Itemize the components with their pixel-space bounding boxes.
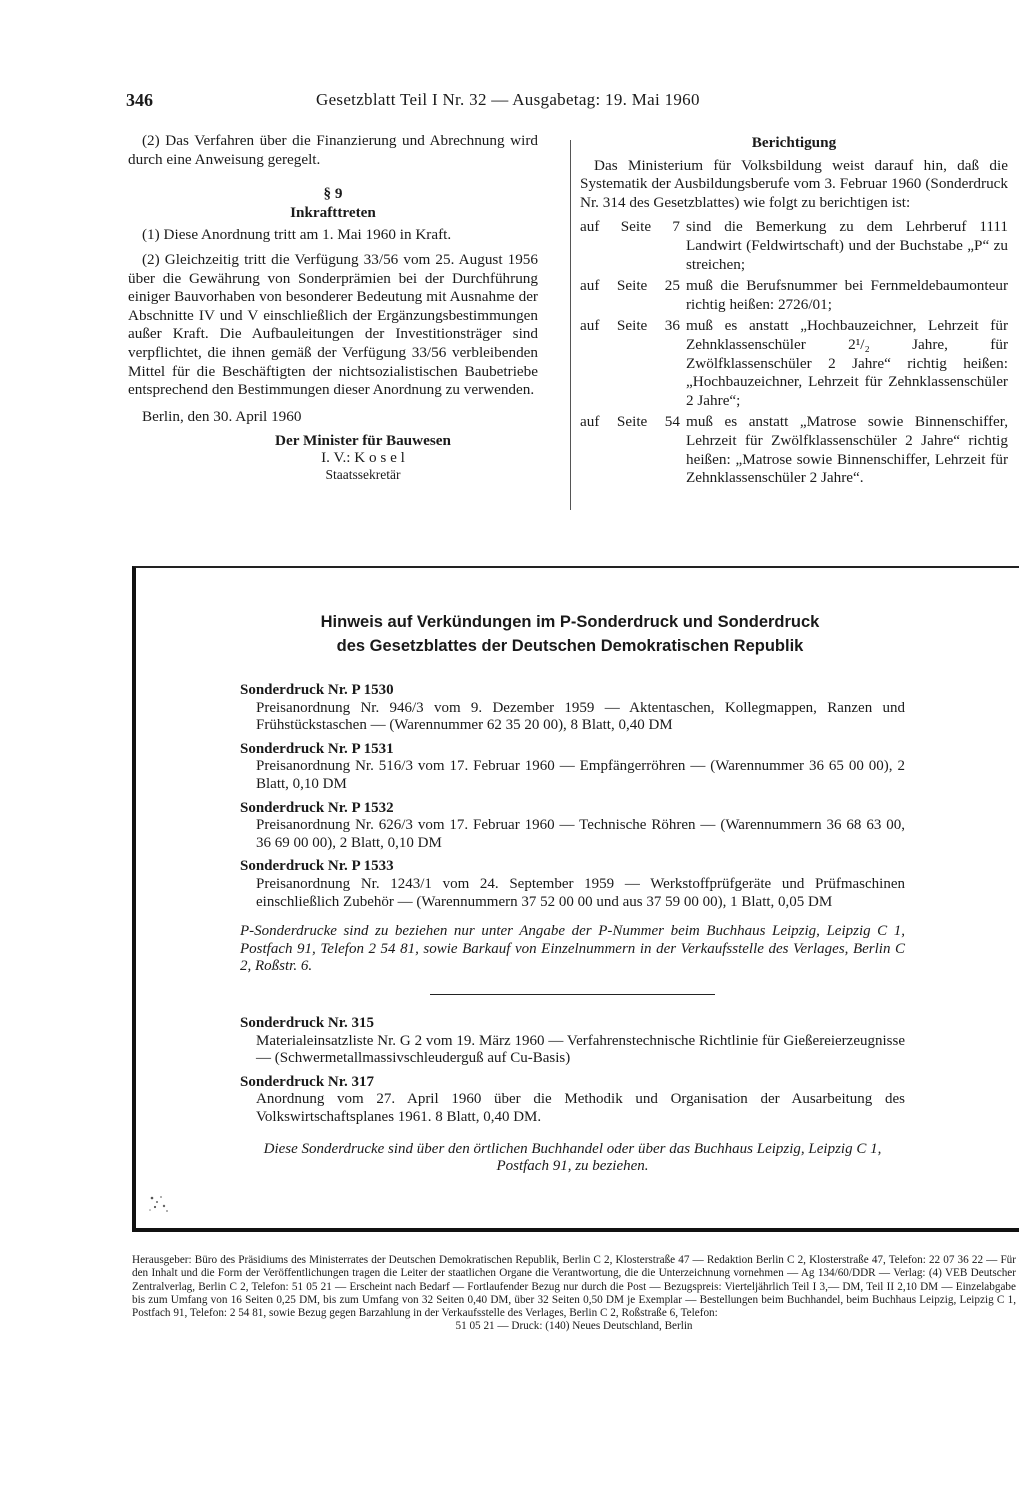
left-column	[128, 132, 538, 483]
signer-title: Der Minister für Bauwesen	[275, 432, 451, 450]
column-divider	[570, 140, 571, 510]
correction-item	[580, 218, 1008, 274]
signer-role: Staatssekretär	[325, 467, 401, 483]
notice-title-line: des Gesetzblattes der Deutschen Demokratischen Republik	[336, 637, 804, 655]
entry-heading: Sonderdruck Nr. P 1533	[240, 858, 394, 875]
list-item	[240, 682, 905, 735]
running-title: Gesetzblatt Teil I Nr. 32 — Ausgabetag: 19. Mai 1960	[316, 90, 700, 109]
entry-body: Preisanordnung Nr. 516/3 vom 17. Februar 1960 — Empfängerröhren — (Warennummer 36 65 00 00), 2 Blatt, 0,10 DM	[256, 758, 905, 792]
entry-heading: Sonderdruck Nr. P 1532	[240, 799, 394, 816]
list-item	[240, 1074, 905, 1127]
correction-text: sind die Bemerkung zu dem Lehrberuf 1111 Landwirt (Feldwirtschaft) und der Buchstabe „P“ zu streichen;	[686, 218, 1008, 273]
imprint-text: Herausgeber: Büro des Präsidiums des Ministerrates der Deutschen Demokratischen Republik, Berlin C 2, Klosterstraße 47 — Redaktion Berlin C 2, Klosterstraße 47, Telefon: 22 07 36 22 — Für den Inhalt und die Form der Veröffentlichungen tragen die Leiter der staatlichen Organe die Verantwortung, die die Unterzeichnung vornehmen — Ag 134/60/DDR — Verlag: (4) VEB Deutscher Zentralverlag, Berlin C 2, Telefon: 51 05 21 — Erscheint nach Bedarf — Fortlaufender Bezug nur durch die Post — Bezugspreis: Vierteljährlich Teil I 3,— DM, Teil II 2,10 DM — Einzelabgabe bis zum Umfang von 16 Seiten 0,25 DM, bis zum Umfang von 32 Seiten 0,40 DM, über 32 Seiten 0,50 DM je Exemplar — Bestellungen beim Buchhandel, beim Buchhaus Leipzig, Leipzig C 1, Postfach 91, Telefon: 2 54 81, sowie Bezug gegen Barzahlung in der Verkaufsstelle des Verlages, Berlin C 2, Roßstraße 6, Telefon:	[132, 1254, 1016, 1320]
entry-body: Materialeinsatzliste Nr. G 2 vom 19. März 1960 — Verfahrenstechnische Richtlinie für Gießereierzeugnisse — (Schwermetallmassivschleuderguß auf Cu-Basis)	[256, 1032, 905, 1067]
correction-title: Berichtigung	[751, 134, 837, 151]
entry-heading: Sonderdruck Nr. P 1530	[240, 682, 394, 698]
list-item	[240, 800, 905, 853]
separator-rule	[430, 994, 715, 995]
page-number: 346	[126, 90, 153, 110]
entry-heading: Sonderdruck Nr. P 1531	[240, 740, 394, 757]
correction-text: muß die Berufsnummer bei Fernmeldebaumonteur richtig heißen: 2726/01;	[686, 277, 1008, 313]
correction-intro: Das Ministerium für Volksbildung weist darauf hin, daß die Systematik der Ausbildungsberufe vom 3. Februar 1960 (Sonderdruck Nr. 314 des Gesetzblattes) wie folgt zu berichtigen ist:	[580, 156, 1008, 211]
correction-item	[580, 277, 1008, 314]
entry-body: Preisanordnung Nr. 1243/1 vom 24. September 1959 — Werkstoffprüfgeräte und Prüfmaschinen einschließlich Zubehör — (Warennummern 37 52 00 00 und aus 37 59 00 00), 1 Blatt, 0,05 DM	[256, 875, 905, 910]
sonderdruck-list	[240, 1009, 905, 1176]
list-item	[240, 858, 905, 911]
right-column	[580, 134, 1008, 491]
list-item	[240, 1015, 905, 1068]
paragraph: (1) Diese Anordnung tritt am 1. Mai 1960 in Kraft.	[142, 226, 452, 244]
sonderdruck-note: Diese Sonderdrucke sind über den örtlichen Buchhandel oder über das Buchhaus Leipzig, Leipzig C 1, Postfach 91, zu beziehen.	[263, 1140, 882, 1175]
section-number: § 9	[323, 185, 343, 203]
section-title: Inkrafttreten	[290, 203, 376, 221]
correction-item	[580, 317, 1008, 410]
correction-list	[580, 218, 1008, 487]
place-date: Berlin, den 30. April 1960	[142, 407, 302, 425]
entry-heading: Sonderdruck Nr. 317	[240, 1073, 375, 1090]
entry-body: Anordnung vom 27. April 1960 über die Methodik und Organisation der Ausarbeitung des Volkswirtschaftsplanes 1961. 8 Blatt, 0,40 DM.	[256, 1091, 905, 1125]
notice-title	[300, 610, 840, 658]
signer-name: I. V.: K o s e l	[321, 449, 405, 467]
correction-page: auf Seite 7	[580, 218, 680, 236]
paragraph: (2) Gleichzeitig tritt die Verfügung 33/56 vom 25. August 1956 über die Gewährung von Sonderprämien bei der Durchführung einiger Bauvorhaben von besonderer Bedeutung mit Ausnahme der Abschnitte IV und V einschließlich der Ergänzungsbestimmungen außer Kraft. Die Aufbauleitungen der Investitionsträger sind verpflichtet, die ihnen gemäß der Verfügung 33/56 verbleibenden Mittel für die Beschäftigten der nichtsozialistischen Baubetriebe entsprechend den Bestimmungen dieser Anordnung zu verwenden.	[128, 250, 538, 399]
correction-text: muß es anstatt „Matrose sowie Binnenschiffer, Lehrzeit für Zwölfklassenschüler 2 Jahre“ richtig heißen: „Matrose sowie Binnenschiffer, Lehrzeit für Zehnklassenschüler 2 Jahre“.	[686, 413, 1008, 487]
notice-title-line: Hinweis auf Verkündungen im P-Sonderdruck und Sonderdruck	[320, 613, 820, 631]
paragraph: (2) Das Verfahren über die Finanzierung und Abrechnung wird durch eine Anweisung geregelt.	[128, 132, 538, 168]
entry-heading: Sonderdruck Nr. 315	[240, 1015, 375, 1031]
entry-body: Preisanordnung Nr. 626/3 vom 17. Februar 1960 — Technische Röhren — (Warennummern 36 68 63 00, 36 69 00 00), 2 Blatt, 0,10 DM	[256, 817, 905, 851]
p-sonderdruck-list	[240, 676, 905, 976]
p-sonderdruck-note: P-Sonderdrucke sind zu beziehen nur unter Angabe der P-Nummer beim Buchhaus Leipzig, Leipzig C 1, Postfach 91, Telefon 2 54 81, sowie Barkauf von Einzelnummern in der Verkaufsstelle des Verlages, Berlin C 2, Roßstr. 6.	[240, 923, 905, 975]
correction-page: auf Seite 36	[580, 317, 680, 335]
correction-page: auf Seite 54	[580, 413, 680, 431]
correction-page: auf Seite 25	[580, 277, 680, 295]
entry-body: Preisanordnung Nr. 946/3 vom 9. Dezember 1959 — Aktentaschen, Kollegmappen, Ranzen und Frühstückstaschen — (Warennummer 62 35 20 00), 8 Blatt, 0,40 DM	[256, 699, 905, 734]
imprint-last-line: 51 05 21 — Druck: (140) Neues Deutschland, Berlin	[455, 1320, 693, 1333]
ink-speck-mark	[146, 1190, 172, 1216]
imprint	[132, 1254, 1016, 1334]
correction-item	[580, 413, 1008, 487]
list-item	[240, 741, 905, 794]
correction-text: muß es anstatt „Hochbauzeichner, Lehrzeit für Zehnklassenschüler 2¹/₂ Jahre, für Zwölfklassenschüler 2 Jahre“ richtig heißen: „Hochbauzeichner, Lehrzeit für Zehnklassenschüler 2 Jahre“;	[686, 317, 1008, 409]
